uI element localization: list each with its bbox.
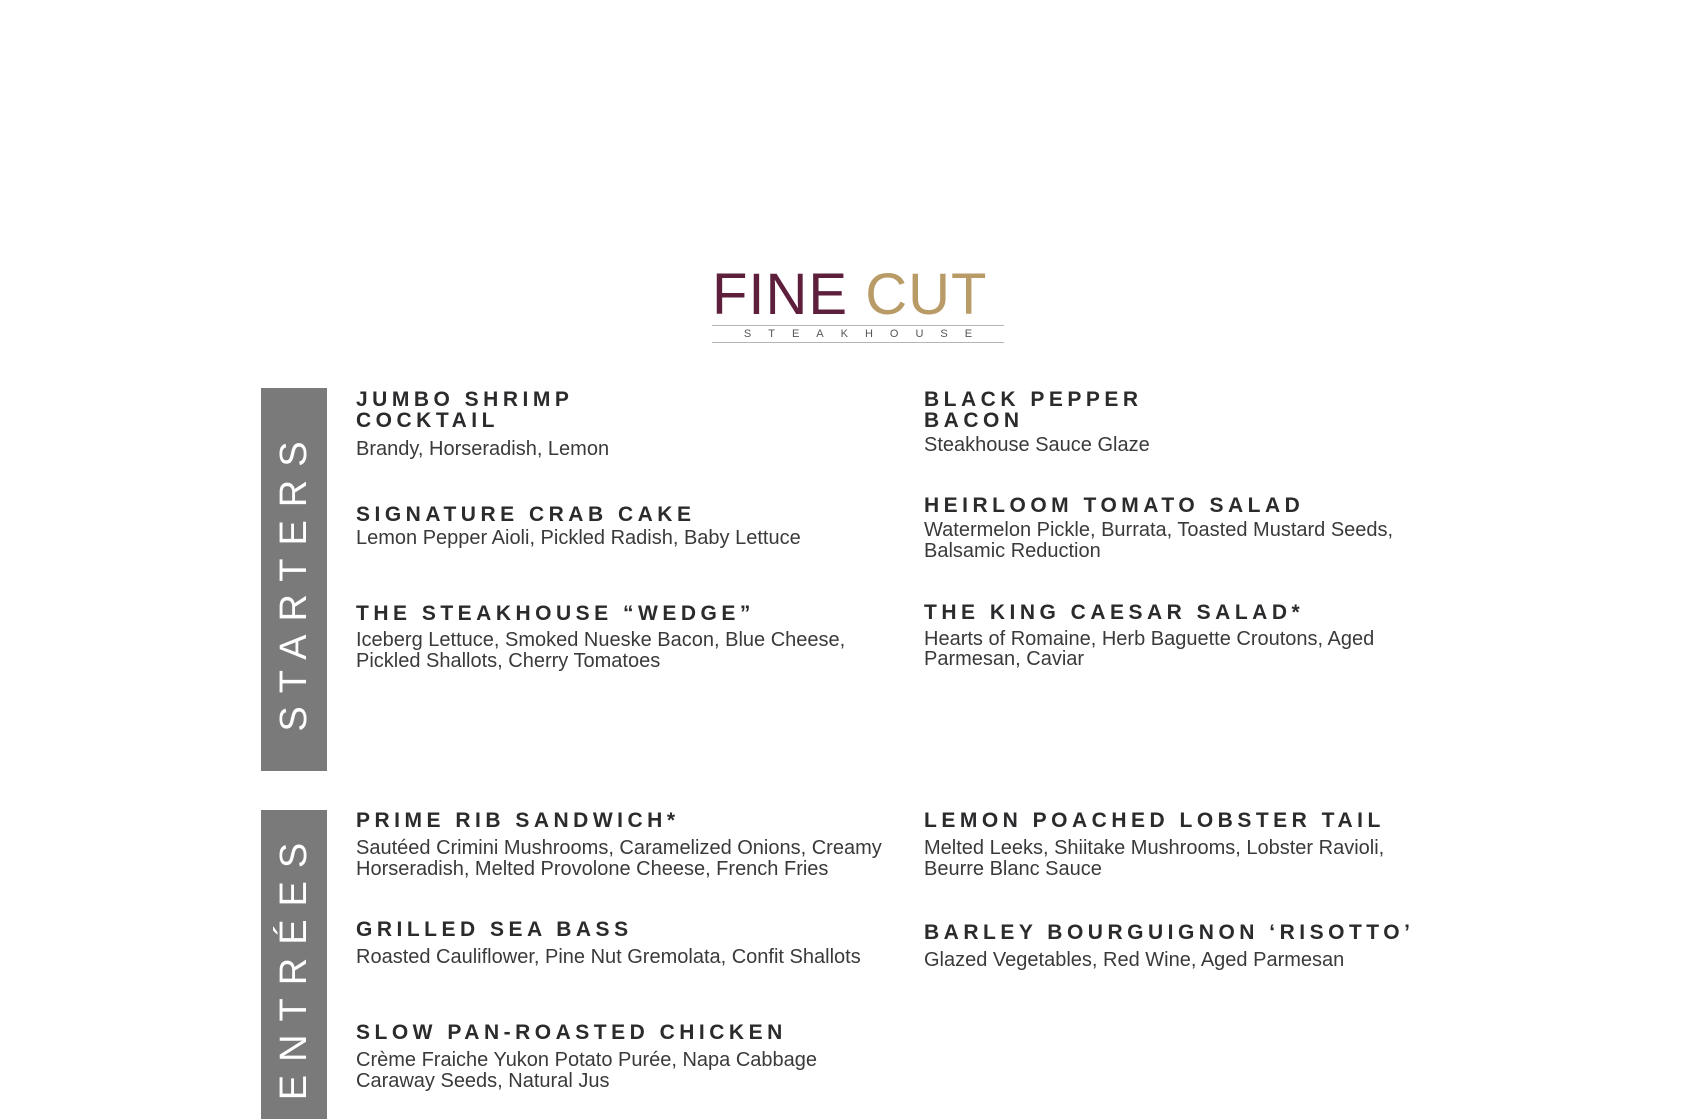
menu-item-name: PRIME RIB SANDWICH* [356, 809, 680, 832]
menu-item-description: Iceberg Lettuce, Smoked Nueske Bacon, Blue Cheese, Pickled Shallots, Cherry Tomatoes [356, 629, 846, 672]
menu-item-description: Roasted Cauliflower, Pine Nut Gremolata, Confit Shallots [356, 946, 861, 968]
menu-item-name: LEMON POACHED LOBSTER TAIL [924, 809, 1385, 832]
menu-item-name: SLOW PAN-ROASTED CHICKEN [356, 1021, 787, 1044]
logo-word-cut: CUT [865, 262, 988, 327]
menu-item-jumbo-shrimp-cocktail [356, 389, 886, 460]
menu-item-description: Melted Leeks, Shiitake Mushrooms, Lobster Ravioli, Beurre Blanc Sauce [924, 837, 1385, 880]
menu-item-steakhouse-wedge [356, 603, 886, 672]
logo-word-fine: FINE [712, 262, 849, 327]
menu-item-name: GRILLED SEA BASS [356, 918, 633, 941]
menu-item-black-pepper-bacon [924, 389, 1444, 456]
menu-item-prime-rib-sandwich [356, 810, 911, 880]
section-label-starters: STARTERS [273, 427, 315, 732]
menu-item-description: Sautéed Crimini Mushrooms, Caramelized Onions, Creamy Horseradish, Melted Provolone Cheese, French Fries [356, 837, 882, 880]
menu-item-slow-pan-roasted-chicken [356, 1022, 876, 1092]
logo-tagline: STEAKHOUSE [712, 325, 1004, 343]
menu-item-name: THE KING CAESAR SALAD* [924, 601, 1305, 624]
menu-item-name: JUMBO SHRIMP COCKTAIL [356, 388, 573, 432]
menu-item-description: Lemon Pepper Aioli, Pickled Radish, Baby Lettuce [356, 527, 801, 549]
menu-item-name: BLACK PEPPER BACON [924, 388, 1143, 432]
menu-item-barley-bourguignon-risotto [924, 922, 1444, 971]
menu-item-description: Steakhouse Sauce Glaze [924, 434, 1150, 456]
section-bar-entrees [261, 810, 327, 1119]
restaurant-logo [712, 262, 1004, 342]
menu-item-name: THE STEAKHOUSE “WEDGE” [356, 602, 755, 625]
menu-item-name: BARLEY BOURGUIGNON ‘RISOTTO’ [924, 921, 1415, 944]
menu-item-name: SIGNATURE CRAB CAKE [356, 503, 696, 526]
menu-item-grilled-sea-bass [356, 919, 911, 968]
menu-item-lemon-poached-lobster-tail [924, 810, 1444, 880]
section-bar-starters [261, 388, 327, 771]
menu-item-description: Brandy, Horseradish, Lemon [356, 438, 610, 460]
menu-item-description: Hearts of Romaine, Herb Baguette Croutons, Aged Parmesan, Caviar [924, 628, 1375, 670]
menu-item-signature-crab-cake [356, 504, 886, 549]
menu-item-name: HEIRLOOM TOMATO SALAD [924, 494, 1305, 517]
menu-item-description: Crème Fraiche Yukon Potato Purée, Napa Cabbage Caraway Seeds, Natural Jus [356, 1049, 818, 1092]
menu-item-heirloom-tomato-salad [924, 495, 1434, 562]
section-label-entrees: ENTRÉES [273, 829, 315, 1100]
logo-wordmark [712, 262, 1004, 327]
menu-item-description: Watermelon Pickle, Burrata, Toasted Mustard Seeds, Balsamic Reduction [924, 519, 1394, 562]
menu-item-king-caesar-salad [924, 602, 1434, 669]
menu-item-description: Glazed Vegetables, Red Wine, Aged Parmesan [924, 949, 1345, 971]
